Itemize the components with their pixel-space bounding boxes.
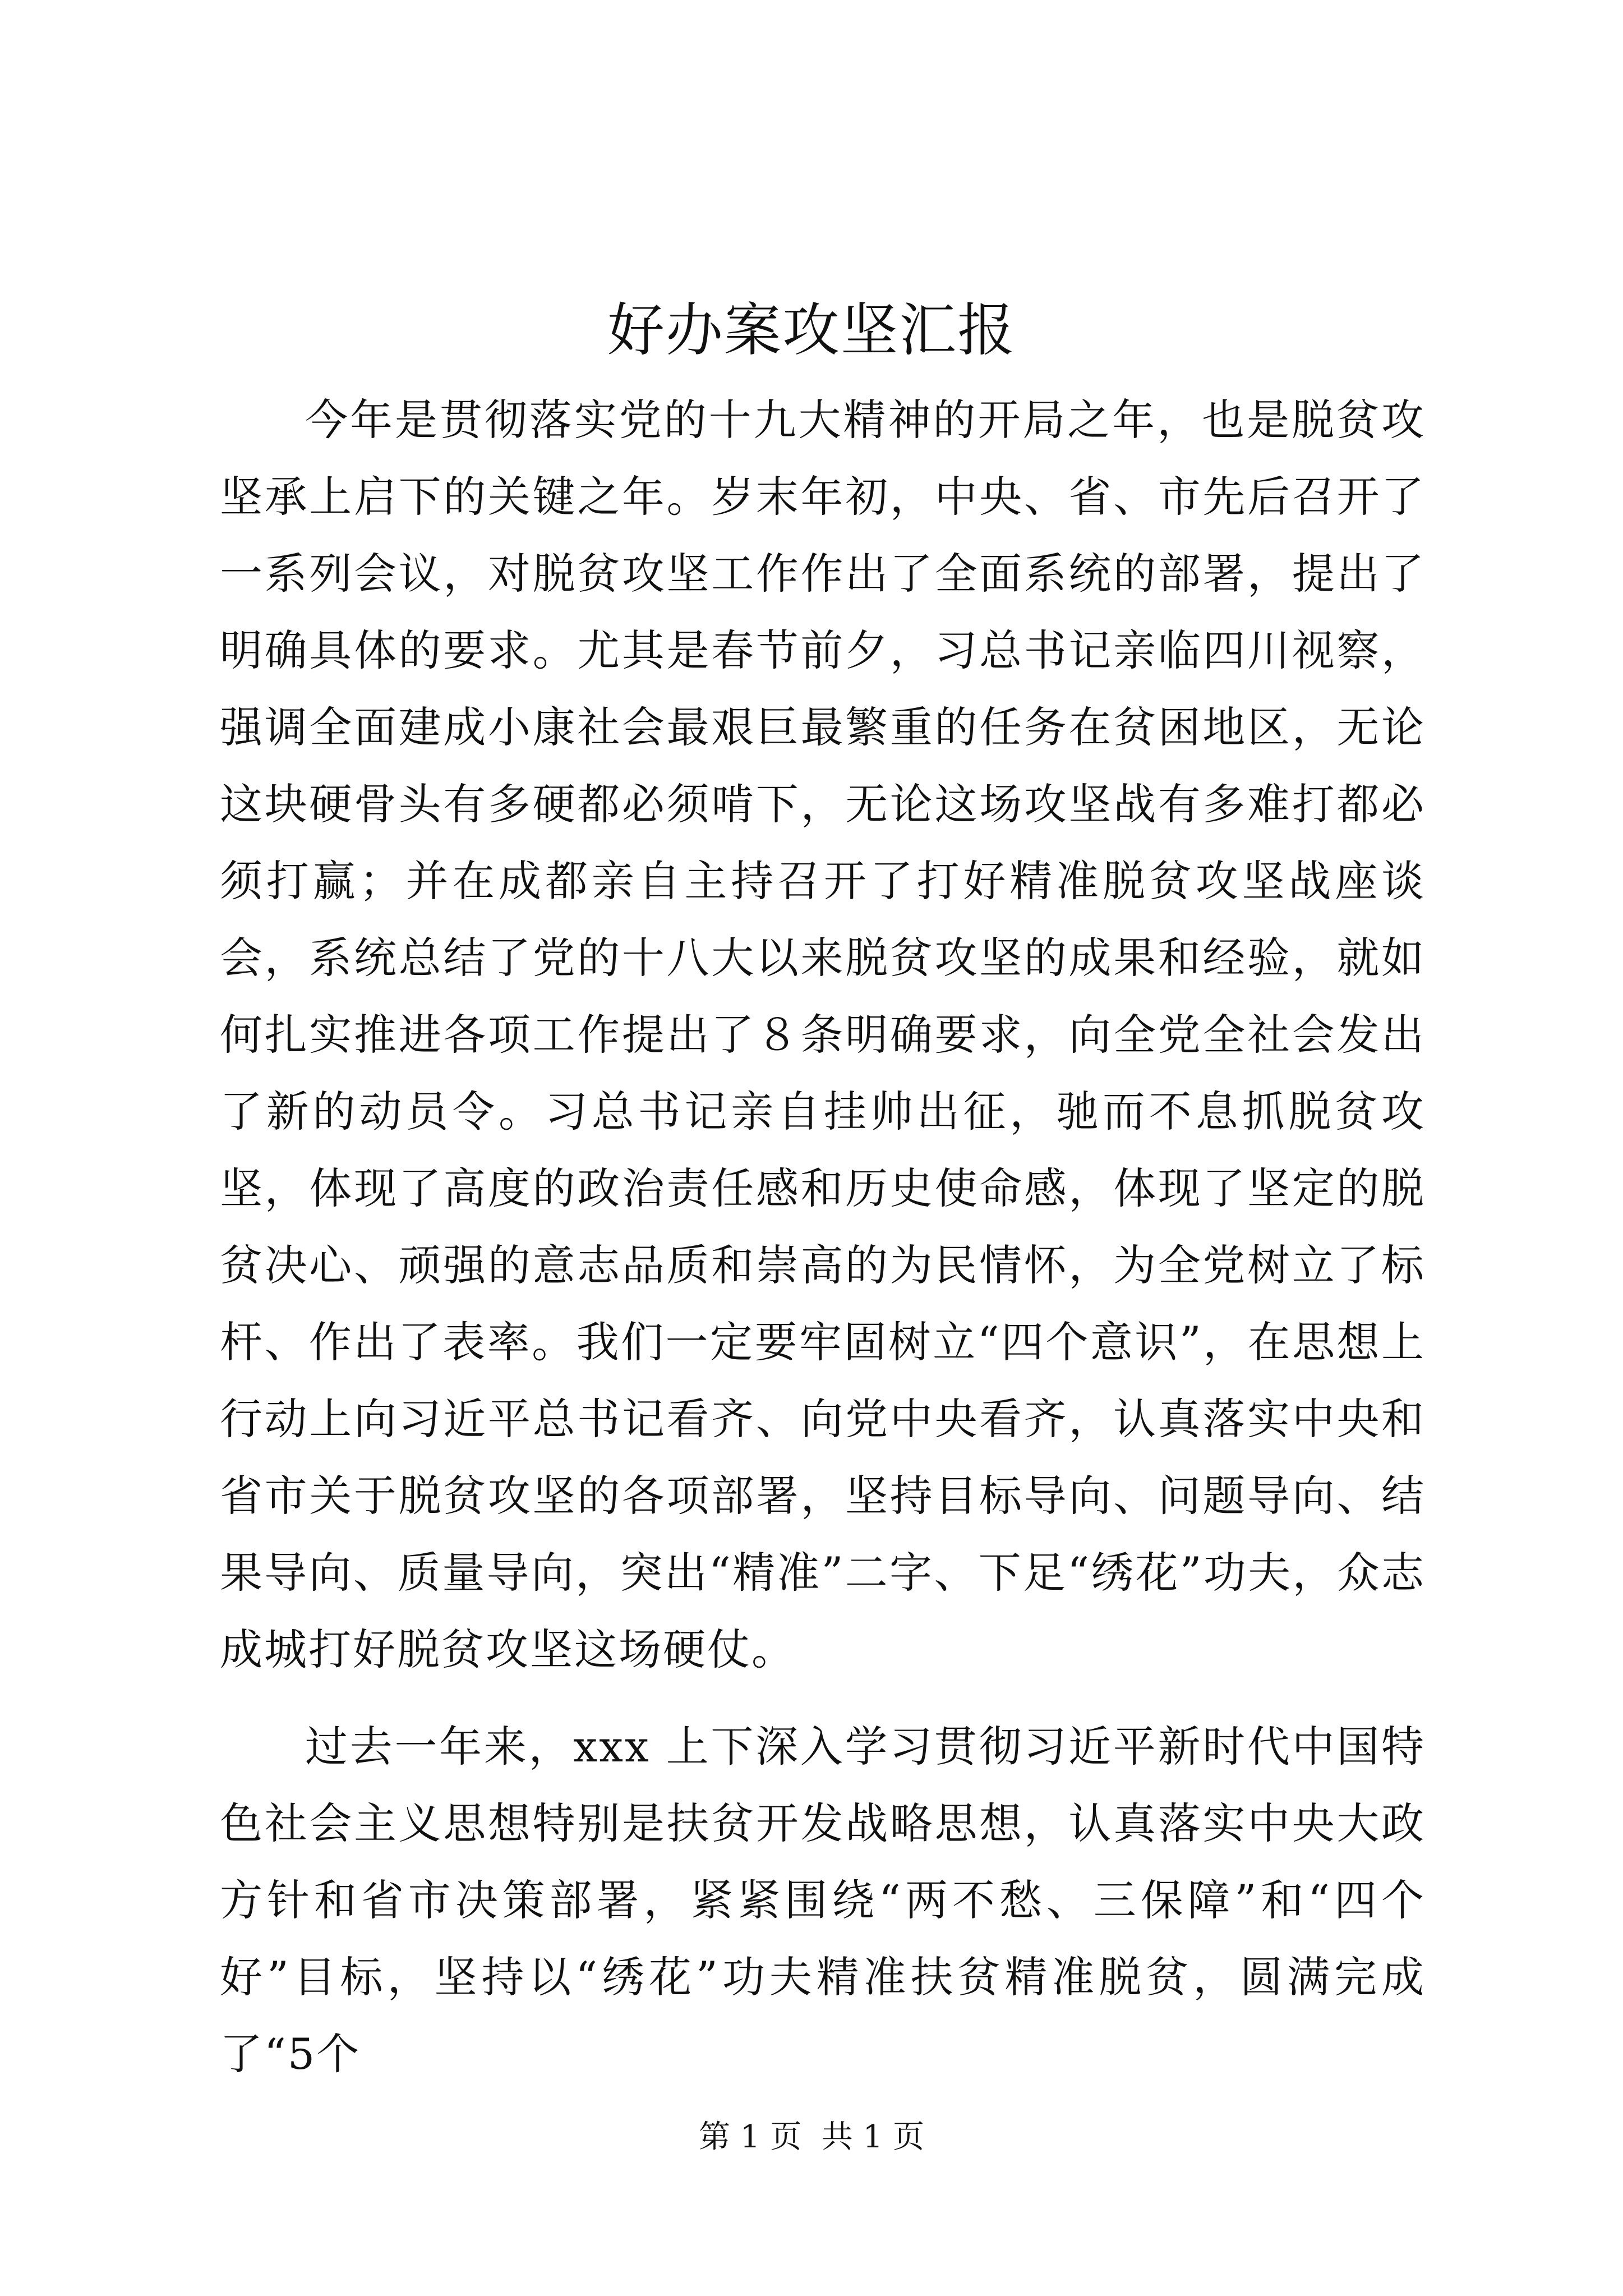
body-paragraph-1: 今年是贯彻落实党的十九大精神的开局之年，也是脱贫攻坚承上启下的关键之年。岁末年初，中央、省、市先后召开了一系列会议，对脱贫攻坚工作作出了全面系统的部署，提出了明确具体的要求。尤其是春节前夕，习总书记亲临四川视察，强调全面建成小康社会最艰巨最繁重的任务在贫困地区，无论这块硬骨头有多硬都必须啃下，无论这场攻坚战有多难打都必须打赢；并在成都亲自主持召开了打好精准脱贫攻坚战座谈会，系统总结了党的十八大以来脱贫攻坚的成果和经验，就如何扎实推进各项工作提出了８条明确要求，向全党全社会发出了新的动员令。习总书记亲自挂帅出征，驰而不息抓脱贫攻坚，体现了高度的政治责任感和历史使命感，体现了坚定的脱贫决心、顽强的意志品质和崇高的为民情怀，为全党树立了标杆、作出了表率。我们一定要牢固树立“四个意识”，在思想上行动上向习近平总书记看齐、向党中央看齐，认真落实中央和省市关于脱贫攻坚的各项部署，坚持目标导向、问题导向、结果导向、质量导向，突出“精准”二字、下足“绣花”功夫，众志成城打好脱贫攻坚这场硬仗。 <box>220 395 1426 1674</box>
document-title: 好办案攻坚汇报 <box>607 297 1016 364</box>
body-paragraph-2: 过去一年来，xxx 上下深入学习贯彻习近平新时代中国特色社会主义思想特别是扶贫开发战略思想，认真落实中央大政方针和省市决策部署，紧紧围绕“两不愁、三保障”和“四个好”目标，坚持以“绣花”功夫精准扶贫精准脱贫，圆满完成了“5个 <box>220 1722 1426 2079</box>
document-body <box>220 381 1426 2113</box>
page-number-footer: 第 1 页 共 1 页 <box>698 2119 925 2155</box>
